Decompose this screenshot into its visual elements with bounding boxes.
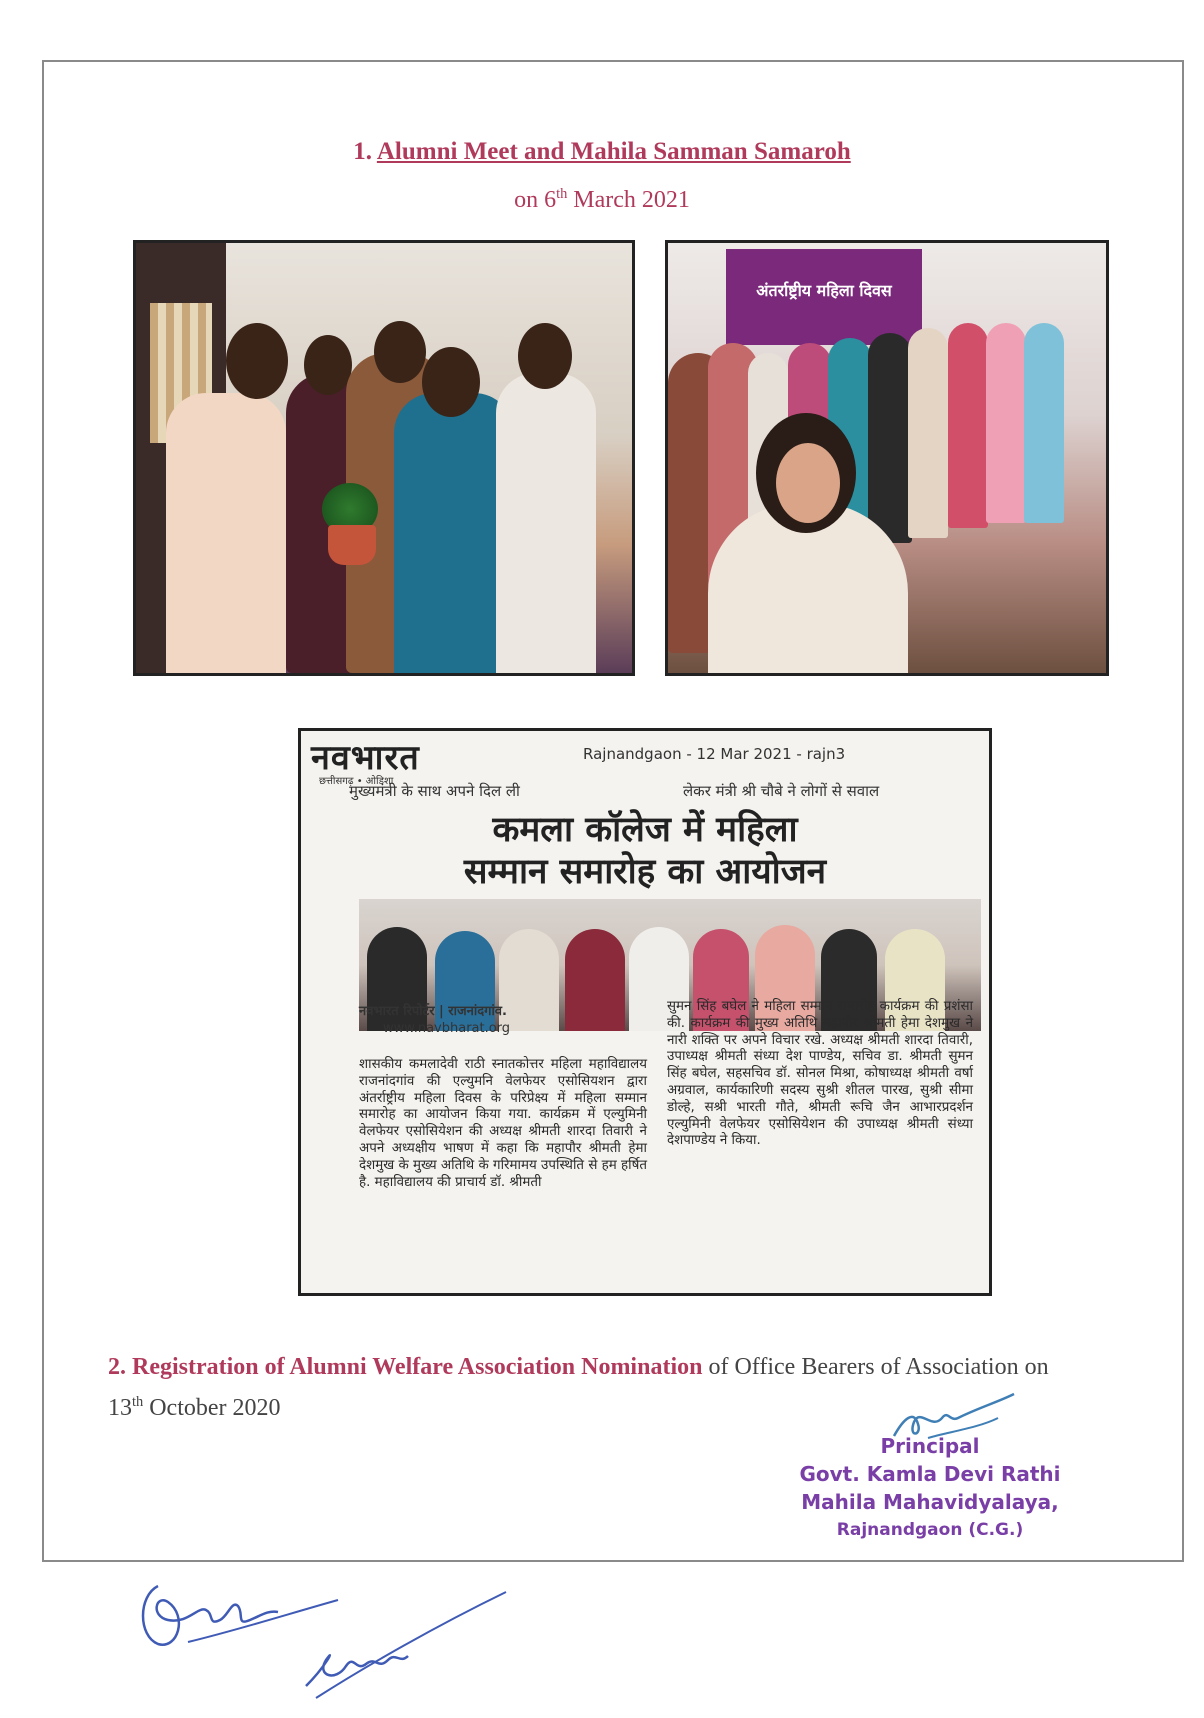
- date-sup: th: [556, 186, 568, 202]
- newspaper-byline: नवभारत रिपोर्टर | राजनांदगांव.: [359, 1004, 507, 1019]
- event-photo-group-selfie: [665, 240, 1109, 676]
- section2-bold: 2. Registration of Alumni Welfare Association Nomination: [108, 1354, 703, 1380]
- stamp-line-2: Govt. Kamla Devi Rathi: [799, 1462, 1061, 1486]
- section2-text-b: October 2020: [143, 1395, 281, 1421]
- newspaper-clipping: [298, 728, 992, 1296]
- stamp-line-3: Mahila Mahavidyalaya,: [801, 1490, 1059, 1514]
- section1-title-text: Alumni Meet and Mahila Samman Samaroh: [376, 138, 851, 165]
- newspaper-dateline: Rajnandgaon - 12 Mar 2021 - rajn3: [583, 745, 846, 763]
- newspaper-headline: [301, 809, 989, 893]
- signature-2: [296, 1586, 516, 1706]
- principal-stamp: [770, 1432, 1090, 1544]
- pot-icon: [328, 525, 376, 565]
- womens-day-banner: [726, 249, 922, 345]
- event-photo-plant-presentation: [133, 240, 635, 676]
- section1-number: 1.: [353, 138, 372, 165]
- teaser-left: मुख्यमंत्री के साथ अपने दिल ली: [349, 782, 520, 800]
- newspaper-website: www.navbharat.org: [383, 1021, 511, 1036]
- banner-text: अंतर्राष्ट्रीय महिला दिवस: [756, 281, 892, 300]
- headline-line-2: सम्मान समारोह का आयोजन: [463, 852, 827, 892]
- article-column-left: शासकीय कमलादेवी राठी स्नातकोत्तर महिला महाविद्यालय राजनांदगांव की एल्युमनि वेलफेयर एसोसियशन द्वारा अंतर्राष्ट्रीय महिला दिवस के परिप्रेक्ष्य में महिला सम्मान समारोह का आयोजन किया गया. कार्यक्रम में एल्युमिनी वेलफेयर एसोसियेशन की अध्यक्ष श्रीमती शारदा तिवारी ने अपने अध्यक्षीय भाषण में कहा कि महापौर श्रीमती हेमा देशमुख के मुख्य अतिथि के गरिमामय उपस्थिति से हम हर्षित है. महाविद्यालय की प्राचार्य डॉ. श्रीमती: [359, 1057, 647, 1190]
- newspaper-masthead: नवभारत: [311, 738, 420, 778]
- headline-line-1: कमला कॉलेज में महिला: [492, 810, 798, 850]
- section1-date: [0, 186, 1204, 214]
- teaser-right: लेकर मंत्री श्री चौबे ने लोगों से सवाल: [683, 782, 880, 800]
- stamp-line-4: Rajnandgaon (C.G.): [836, 1520, 1024, 1540]
- section1-title: [0, 138, 1204, 166]
- article-column-right: सुमन सिंह बघेल ने महिला सम्मान समारोह कार्यक्रम की प्रशंसा की. कार्यक्रम की मुख्य अतिथि महापौर श्रीमती हेमा देशमुख ने नारी शक्ति पर अपने विचार रखे. अध्यक्ष श्रीमती शारदा तिवारी, उपाध्यक्ष श्रीमती संध्या देश पाण्डेय, सचिव डा. श्रीमती सुमन सिंह बघेल, सहसचिव डॉ. सोनल मिश्रा, कोषाध्यक्ष श्रीमती वर्षा अग्रवाल, कार्यकारिणी सदस्य सुश्री शीतल पारख, सुश्री सीमा डोल्हे, सश्री भारती गौते, श्रीमती रूचि जैन आभारप्रदर्शन एल्युमिनी वेलफेयर एसोसियेशन की उपाध्यक्ष श्रीमती संध्या देशपाण्डेय ने किया.: [667, 999, 973, 1149]
- masthead-subtitle: छत्तीसगढ़ • ओडिशा: [319, 776, 394, 787]
- section2-sup: th: [132, 1394, 144, 1410]
- date-suffix: March 2021: [567, 187, 690, 213]
- section2-text-a: of Office Bearers of Association on 13: [108, 1354, 1049, 1421]
- date-prefix: on 6: [514, 187, 557, 213]
- stamp-line-1: Principal: [880, 1434, 980, 1458]
